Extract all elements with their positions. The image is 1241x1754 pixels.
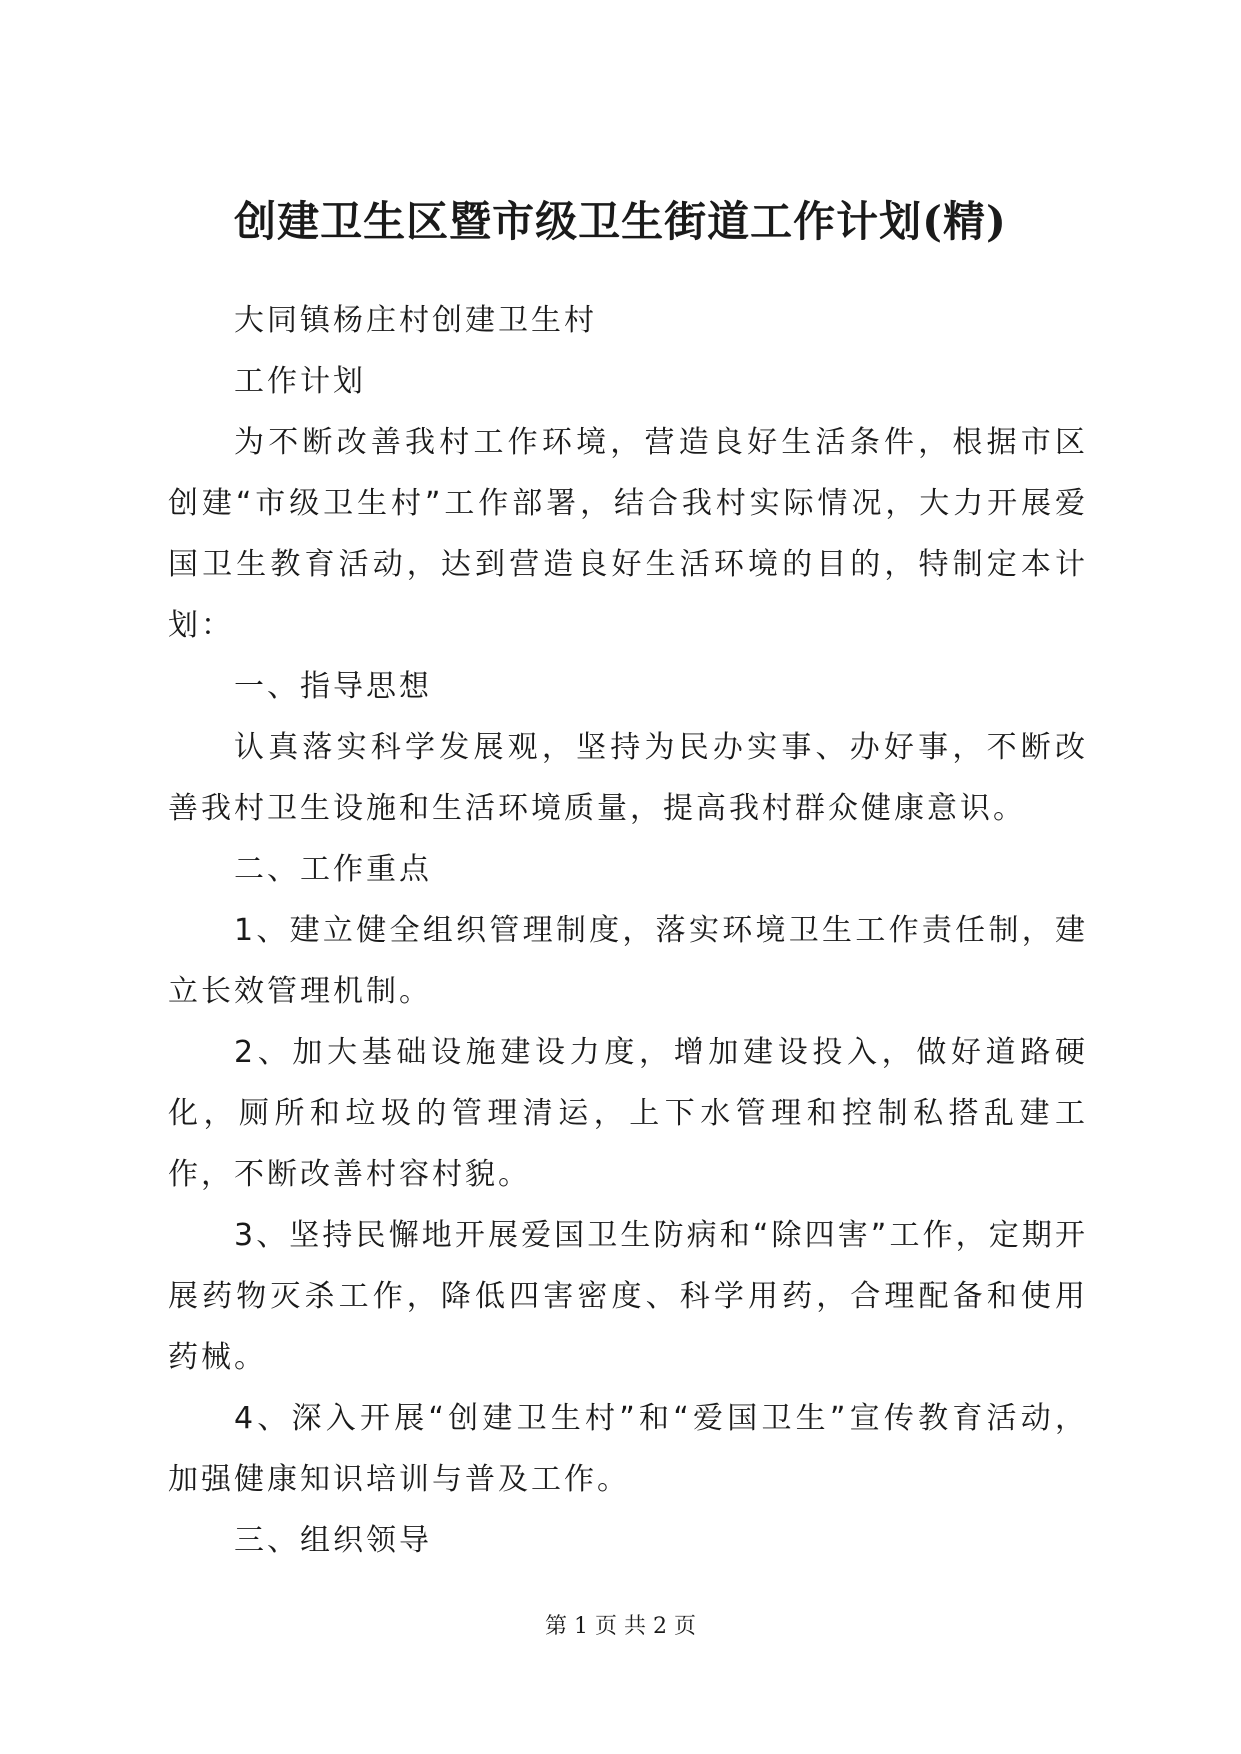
paragraph-focus-item-1: 1、建立健全组织管理制度，落实环境卫生工作责任制，建立长效管理机制。 — [168, 913, 1088, 1009]
document-body — [168, 290, 1088, 1571]
paragraph-plan-label: 工作计划 — [234, 364, 366, 399]
document-title: 创建卫生区暨市级卫生街道工作计划(精) — [234, 197, 1007, 246]
heading-work-focus: 二、工作重点 — [234, 852, 432, 887]
paragraph-guiding-ideology: 认真落实科学发展观，坚持为民办实事、办好事，不断改善我村卫生设施和生活环境质量，提高我村群众健康意识。 — [168, 730, 1088, 826]
heading-organization-leadership: 三、组织领导 — [234, 1523, 432, 1558]
paragraph-focus-item-2: 2、加大基础设施建设力度，增加建设投入，做好道路硬化，厕所和垃圾的管理清运，上下水管理和控制私搭乱建工作，不断改善村容村貌。 — [168, 1035, 1088, 1192]
paragraph-village-name: 大同镇杨庄村创建卫生村 — [234, 303, 597, 338]
paragraph-focus-item-3: 3、坚持民懈地开展爱国卫生防病和“除四害”工作，定期开展药物灭杀工作，降低四害密度、科学用药，合理配备和使用药械。 — [168, 1218, 1088, 1375]
page-number-footer: 第 1 页 共 2 页 — [545, 1614, 696, 1639]
heading-guiding-ideology: 一、指导思想 — [234, 669, 432, 704]
paragraph-intro: 为不断改善我村工作环境，营造良好生活条件，根据市区创建“市级卫生村”工作部署，结合我村实际情况，大力开展爱国卫生教育活动，达到营造良好生活环境的目的，特制定本计划： — [168, 425, 1088, 643]
paragraph-focus-item-4: 4、深入开展“创建卫生村”和“爱国卫生”宣传教育活动，加强健康知识培训与普及工作。 — [168, 1401, 1088, 1497]
